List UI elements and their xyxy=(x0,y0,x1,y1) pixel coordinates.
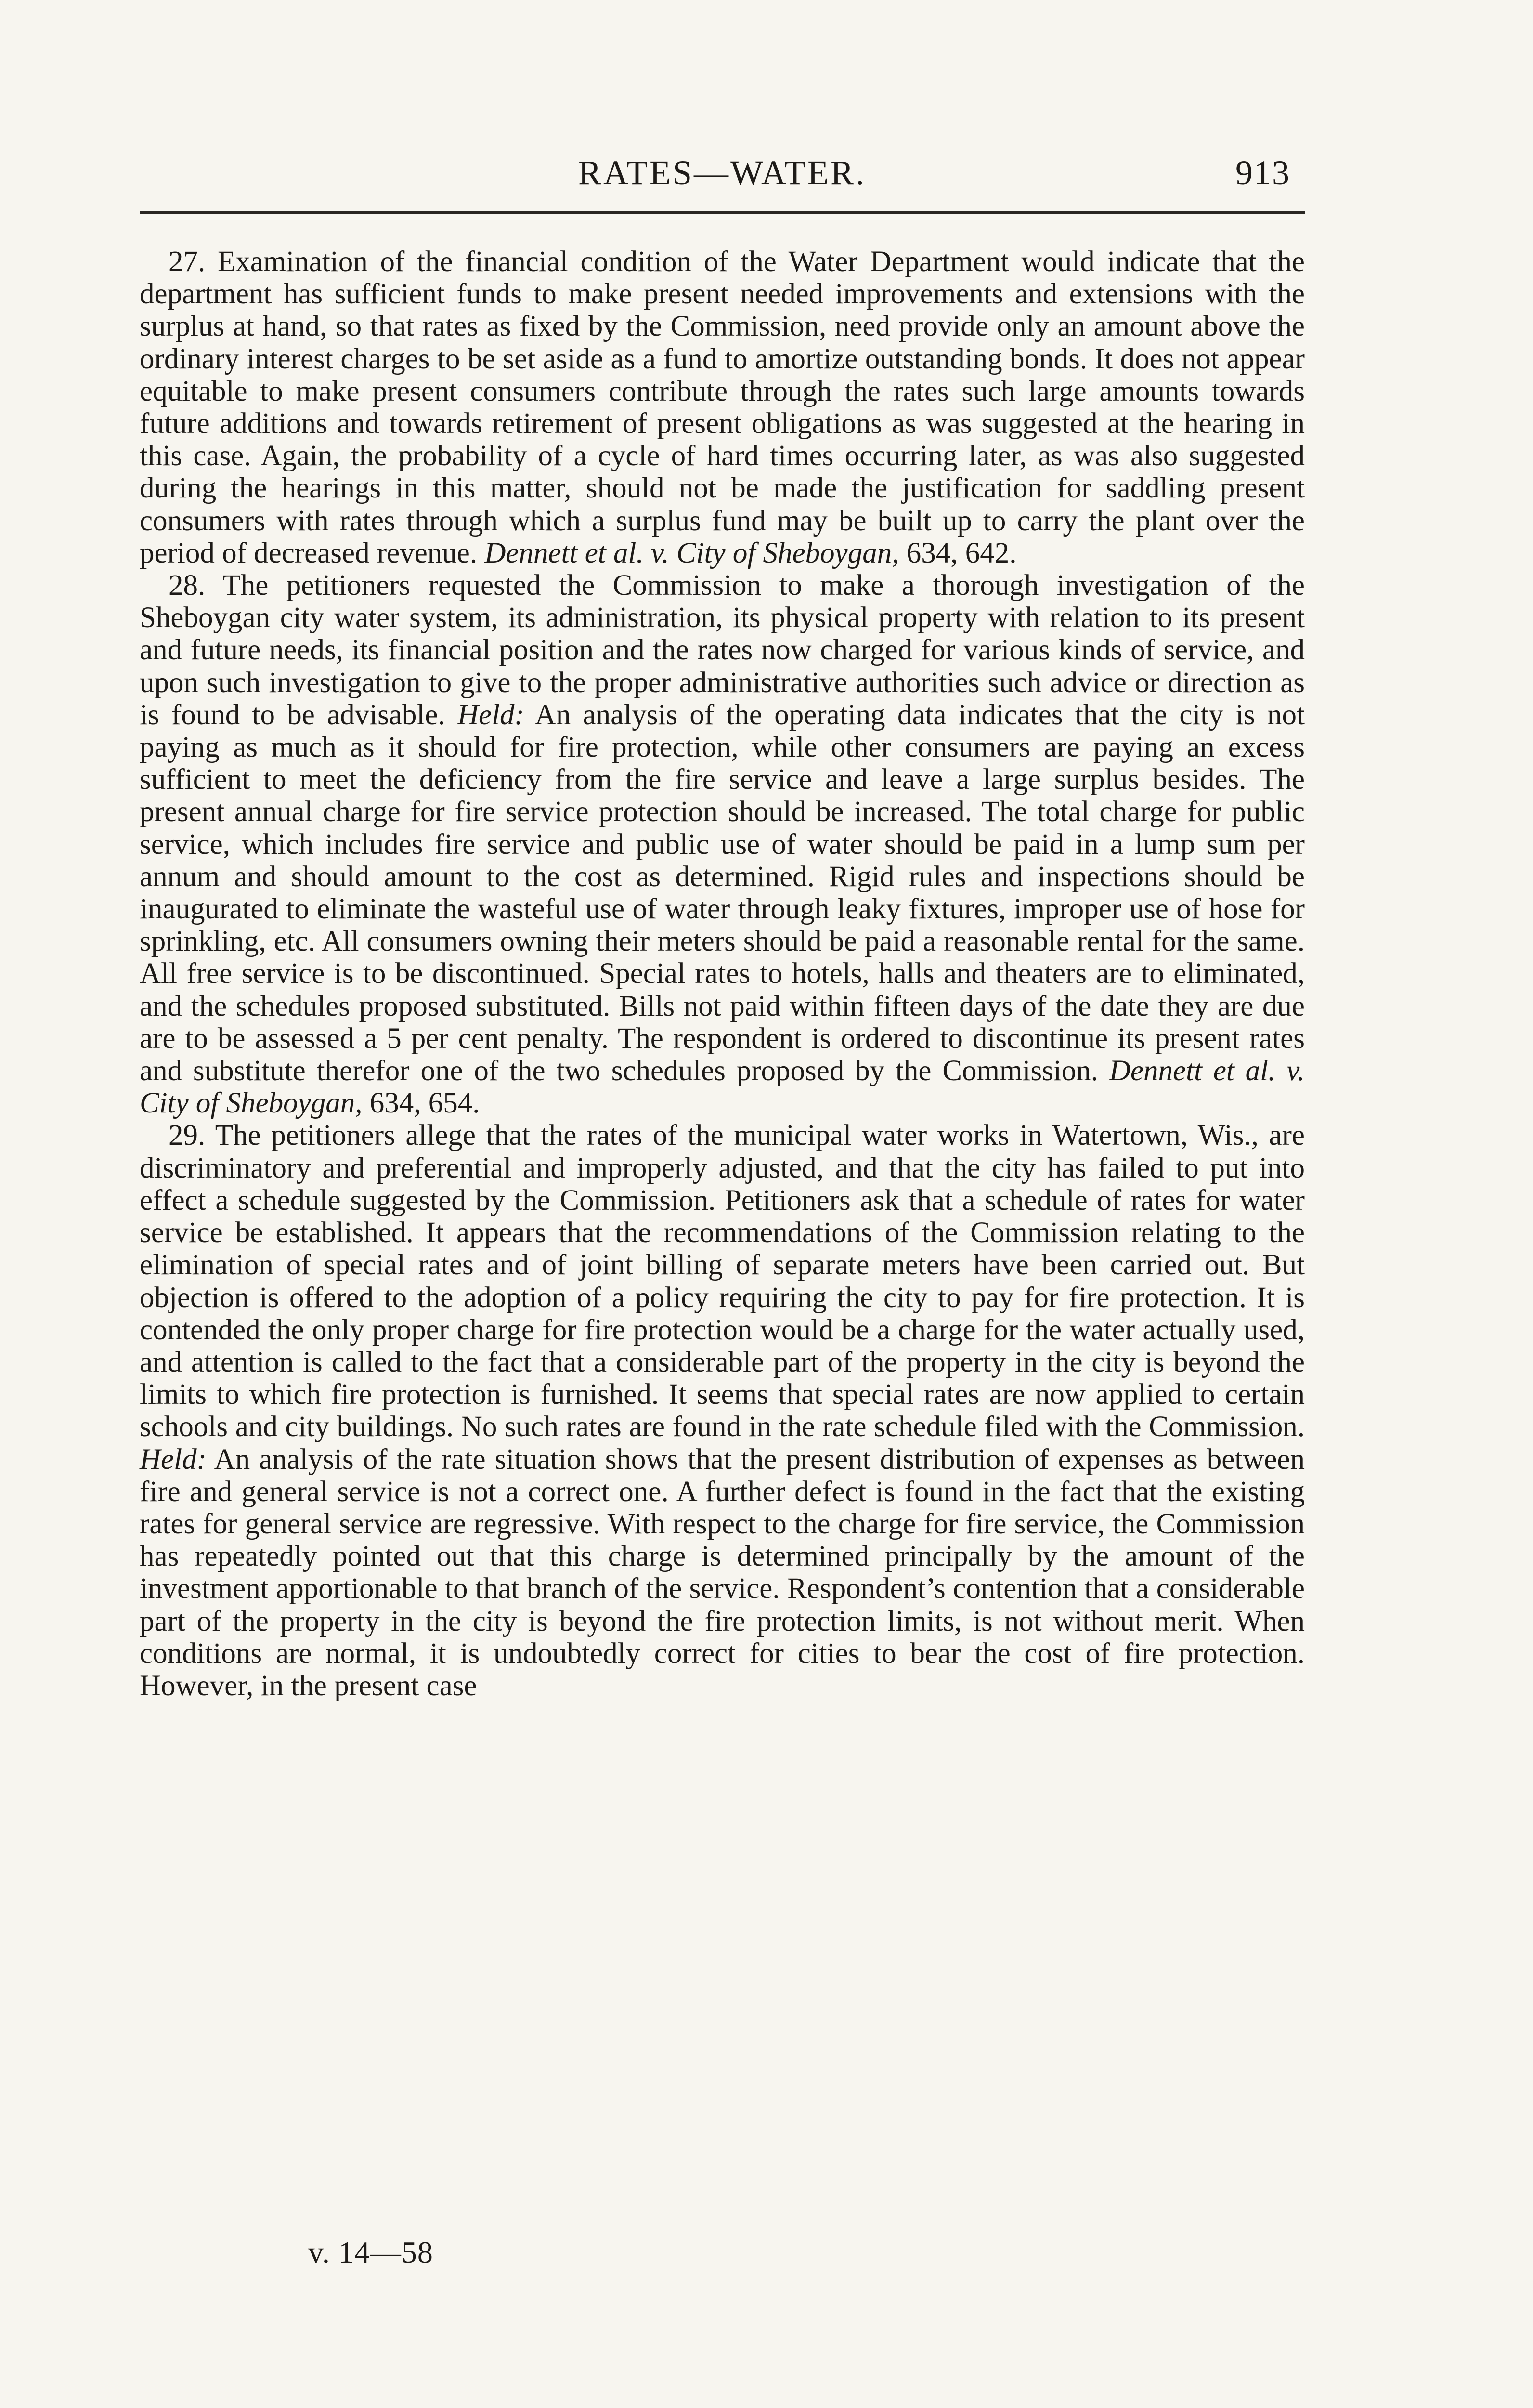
held-label: Held: xyxy=(457,698,524,731)
signature-mark: v. 14—58 xyxy=(308,2235,433,2269)
citation-pages: 634, 654. xyxy=(369,1087,480,1120)
paragraph-27 xyxy=(140,246,1305,569)
paragraph-29 xyxy=(140,1119,1305,1702)
held-label: Held: xyxy=(140,1443,207,1476)
body-text xyxy=(140,246,1305,1702)
citation-pages: 634, 642. xyxy=(906,537,1017,569)
running-title: RATES—WATER. xyxy=(578,154,867,192)
paragraph-holding: An analysis of the operating data indicates that the city is not paying as much as it should for fire protection, while other consumers are paying an excess sufficient to meet the deficiency from the fire service and leave a large surplus besides. The present annual charge for fire service protection should be increased. The total charge for public service, which includes fire service and public use of water should be paid in a lump sum per annum and should amount to the cost as determined. Rigid rules and inspections should be inaugurated to eliminate the wasteful use of water through leaky fixtures, improper use of hose for sprinkling, etc. All consumers owning their meters should be paid a reasonable rental for the same. All free service is to be discontinued. Special rates to hotels, halls and theaters are to eliminated, and the schedules proposed substituted. Bills not paid within fifteen days of the date they are due are to be assessed a 5 per cent penalty. The respondent is ordered to discontinue its present rates and substitute therefor one of the two schedules proposed by the Commission. xyxy=(140,698,1305,1087)
page-header xyxy=(140,153,1305,206)
paragraph-holding: An analysis of the rate situation shows that the present distribution of expenses as between fire and general service is not a correct one. A further defect is found in the fact that the existing rates for general service are regressive. With respect to the charge for fire service, the Commission has repeatedly pointed out that this charge is determined principally by the amount of the investment apportionable to that branch of the service. Respondent’s contention that a considerable part of the property in the city is beyond the fire protection limits, is not without merit. When conditions are normal, it is undoubtedly correct for cities to bear the cost of fire protection. However, in the present case xyxy=(140,1443,1305,1702)
case-citation: Dennett et al. v. City of Sheboygan, xyxy=(484,537,899,569)
paragraph-text: 28. The petitioners requested the Commission to make a thorough investigation of the Sheboygan city water system, its administration, its physical property with relation to its present and future needs, its financial position and the rates now charged for various kinds of service, and upon such investigation to give to the proper administrative authorities such advice or direction as is found to be advisable. xyxy=(140,569,1305,731)
case-citation: Dennett et al. v. City of Sheboygan, xyxy=(140,1055,1305,1120)
paragraph-text: 27. Examination of the financial condition of the Water Department would indicate that the department has sufficient funds to make present needed improvements and extensions with the surplus at hand, so that rates as fixed by the Commission, need provide only an amount above the ordinary interest charges to be set aside as a fund to amortize outstanding bonds. It does not appear equitable to make present consumers contribute through the rates such large amounts towards future additions and towards retirement of present obligations as was suggested at the hearing in this case. Again, the probability of a cycle of hard times occurring later, as was also suggested during the hearings in this matter, should not be made the justification for saddling present consumers with rates through which a surplus fund may be built up to carry the plant over the period of decreased revenue. xyxy=(140,246,1305,569)
paragraph-28 xyxy=(140,569,1305,1119)
paragraph-text: 29. The petitioners allege that the rates of the municipal water works in Watertown, Wis., are discriminatory and preferential and improperly adjusted, and that the city has failed to put into effect a schedule suggested by the Commission. Petitioners ask that a schedule of rates for water service be established. It appears that the recommendations of the Commission relating to the elimination of special rates and of joint billing of separate meters have been carried out. But objection is offered to the adoption of a policy requiring the city to pay for fire protection. It is contended the only proper charge for fire protection would be a charge for the water actually used, and attention is called to the fact that a considerable part of the property in the city is beyond the limits to which fire protection is furnished. It seems that special rates are now applied to certain schools and city buildings. No such rates are found in the rate schedule filed with the Commission. xyxy=(140,1119,1305,1443)
header-rule xyxy=(140,211,1305,214)
page-number: 913 xyxy=(1235,154,1290,192)
